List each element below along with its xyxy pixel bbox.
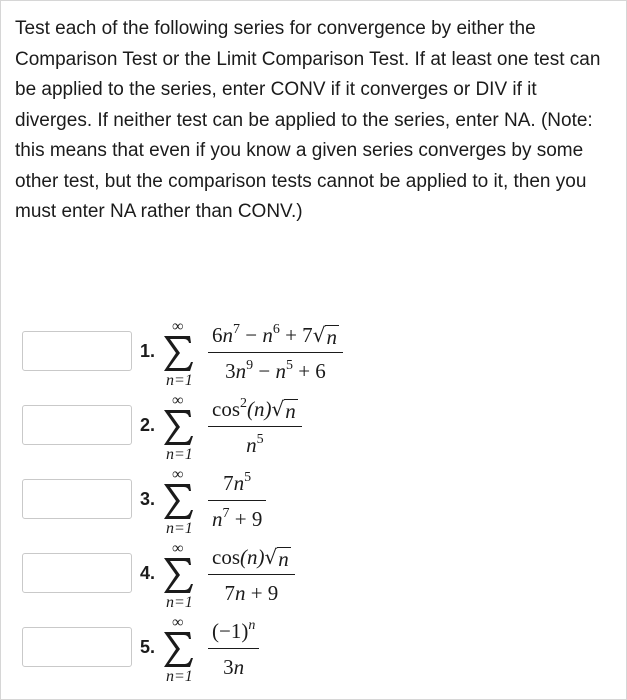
denominator: 3n: [223, 655, 245, 679]
problem-2: [0, 390, 627, 466]
answer-input-1[interactable]: [22, 331, 132, 371]
problem-number: 1.: [140, 341, 156, 361]
numerator: $6n^7 - n^6 + 7$ √ n: [212, 322, 337, 349]
problem-1: [0, 316, 627, 392]
series-term-5: [208, 618, 259, 680]
instructions-text: Test each of the following series for convergence by either the Comparison Test or the Limit Comparison Test. If at least one test can be applied to the series, enter CONV if it converges or DIV if it diverges. If neither test can be applied to the series, enter NA. (Note: this means that even if you know a given series converges by some other test, but the comparison tests cannot be applied to it, then you must enter NA rather than CONV.): [15, 18, 601, 222]
series-term-2: [208, 396, 302, 458]
fraction-bar: [208, 500, 266, 501]
denominator: 7n + 9: [224, 581, 279, 605]
problem-3: [0, 464, 627, 540]
problem-4: [0, 538, 627, 614]
series-term-1: [208, 322, 343, 384]
sum-upper-limit: ∞: [172, 392, 184, 409]
problem-number: 4.: [140, 563, 156, 583]
series-term-4: [208, 544, 295, 606]
problem-number: 5.: [140, 637, 156, 657]
answer-input-3[interactable]: [22, 479, 132, 519]
answer-input-5[interactable]: [22, 627, 132, 667]
sum-lower-limit: n=1: [166, 372, 193, 389]
problem-5: [0, 612, 627, 688]
sum-upper-limit: ∞: [172, 318, 184, 335]
sqrt-symbol: √ n: [312, 323, 337, 349]
answer-input-2[interactable]: [22, 405, 132, 445]
fraction-bar: [208, 426, 302, 427]
sum-lower-limit: n=1: [166, 520, 193, 537]
answer-input-4[interactable]: [22, 553, 132, 593]
sum-lower-limit: n=1: [166, 446, 193, 463]
problem-number: 3.: [140, 489, 156, 509]
denominator: $3n^9 - n^5 + 6$: [225, 358, 326, 383]
fraction-bar: [208, 352, 343, 353]
numerator: $(-1)^n$: [212, 618, 256, 643]
numerator: $\cos^2(n)$ √ n: [212, 396, 296, 423]
denominator: $n^5$: [246, 432, 264, 457]
sum-upper-limit: ∞: [172, 540, 184, 557]
sqrt-symbol: √ n: [264, 545, 289, 571]
sum-lower-limit: n=1: [166, 594, 193, 611]
numerator: $7n^5$: [223, 470, 252, 495]
fraction-bar: [208, 648, 259, 649]
fraction-bar: [208, 574, 295, 575]
numerator: cos(n) √ n: [212, 545, 289, 571]
problem-number: 2.: [140, 415, 156, 435]
denominator: $n^7 + 9$: [212, 506, 263, 531]
sum-upper-limit: ∞: [172, 614, 184, 631]
sqrt-symbol: √ n: [271, 397, 296, 423]
sum-lower-limit: n=1: [166, 668, 193, 685]
series-term-3: [208, 470, 266, 532]
sum-upper-limit: ∞: [172, 466, 184, 483]
